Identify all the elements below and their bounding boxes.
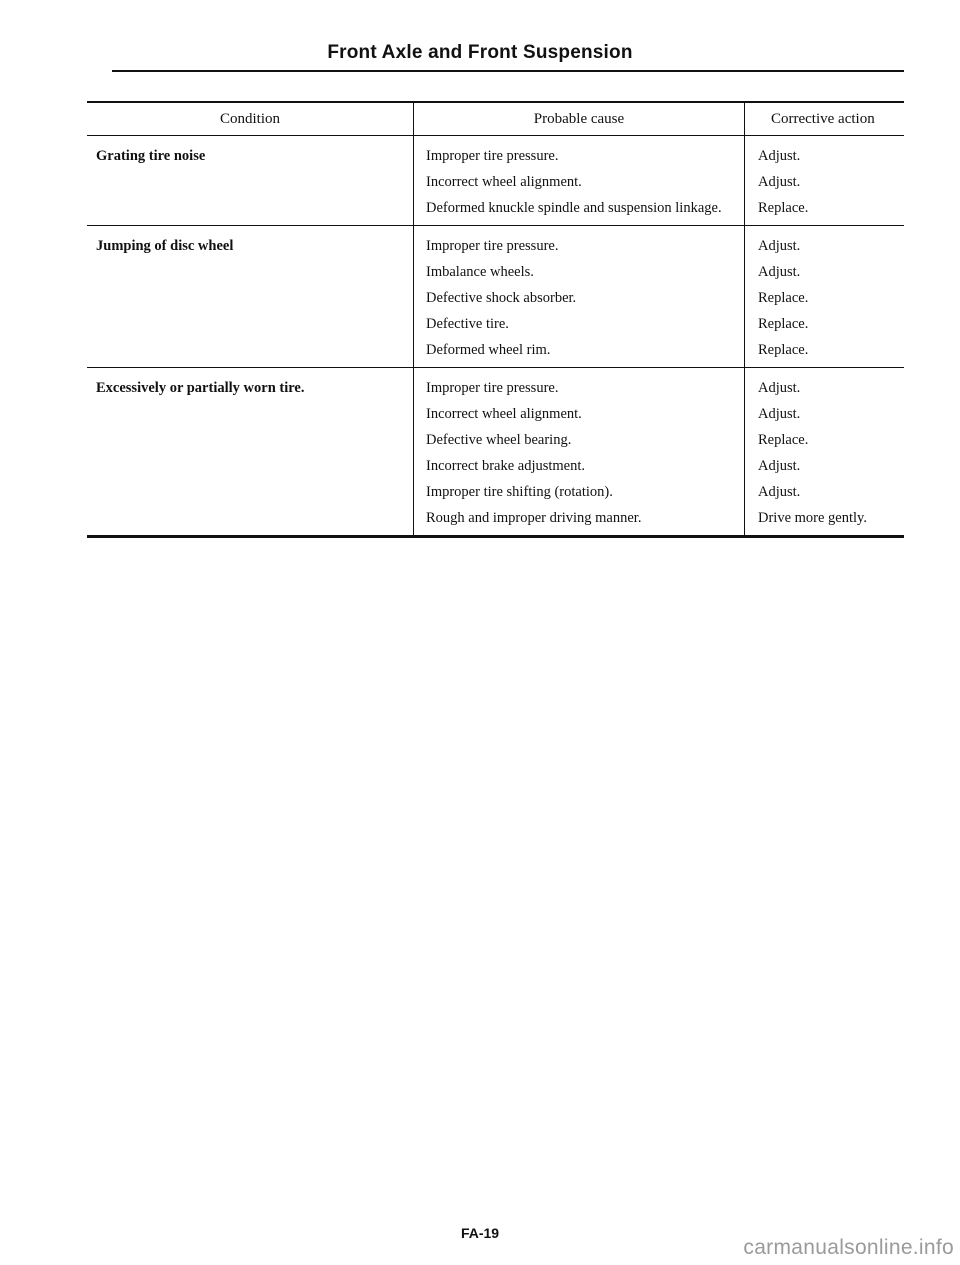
site-watermark[interactable]: carmanualsonline.info [743, 1236, 954, 1259]
condition-text: Jumping of disc wheel [96, 238, 234, 254]
condition-text: Grating tire noise [96, 148, 206, 164]
cause-cell [413, 226, 744, 367]
cause-item: Defective tire. [426, 316, 509, 332]
header-rule [112, 70, 904, 72]
cause-item: Rough and improper driving manner. [426, 510, 642, 526]
condition-text: Excessively or partially worn tire. [96, 380, 305, 396]
action-item: Adjust. [758, 406, 801, 422]
action-item: Adjust. [758, 484, 801, 500]
table-row [87, 226, 904, 367]
cause-item: Imbalance wheels. [426, 264, 534, 280]
action-item: Adjust. [758, 380, 801, 396]
table-row [87, 368, 904, 535]
action-item: Replace. [758, 316, 809, 332]
table-header-row [87, 103, 904, 135]
table-row [87, 136, 904, 225]
cause-item: Improper tire pressure. [426, 238, 559, 254]
action-item: Adjust. [758, 264, 801, 280]
cause-item: Incorrect wheel alignment. [426, 406, 582, 422]
action-item: Adjust. [758, 174, 801, 190]
cause-item: Incorrect wheel alignment. [426, 174, 582, 190]
troubleshooting-table [87, 101, 904, 538]
action-item: Adjust. [758, 238, 801, 254]
cause-item: Improper tire pressure. [426, 380, 559, 396]
action-cell [744, 226, 904, 367]
page-title: Front Axle and Front Suspension [327, 42, 633, 63]
cause-item: Deformed wheel rim. [426, 342, 551, 358]
condition-cell [87, 136, 413, 225]
page-number: FA-19 [460, 1225, 500, 1241]
action-item: Replace. [758, 290, 809, 306]
action-cell [744, 368, 904, 535]
condition-cell [87, 368, 413, 535]
cause-item: Incorrect brake adjustment. [426, 458, 586, 474]
header-corrective-action: Corrective action [744, 103, 904, 135]
action-item: Replace. [758, 342, 809, 358]
cause-item: Defective shock absorber. [426, 290, 577, 306]
action-cell [744, 136, 904, 225]
cause-item: Deformed knuckle spindle and suspension linkage. [426, 200, 722, 216]
table-bottom-rule [87, 535, 904, 538]
cause-item: Defective wheel bearing. [426, 432, 572, 448]
cause-cell [413, 136, 744, 225]
action-item: Adjust. [758, 148, 801, 164]
condition-cell [87, 226, 413, 367]
header-condition: Condition [219, 110, 280, 127]
action-item: Adjust. [758, 458, 801, 474]
cause-item: Improper tire pressure. [426, 148, 559, 164]
header-probable-cause: Probable cause [413, 103, 744, 135]
action-item: Drive more gently. [758, 510, 867, 526]
action-item: Replace. [758, 200, 809, 216]
cause-item: Improper tire shifting (rotation). [426, 484, 613, 500]
action-item: Replace. [758, 432, 809, 448]
cause-cell [413, 368, 744, 535]
